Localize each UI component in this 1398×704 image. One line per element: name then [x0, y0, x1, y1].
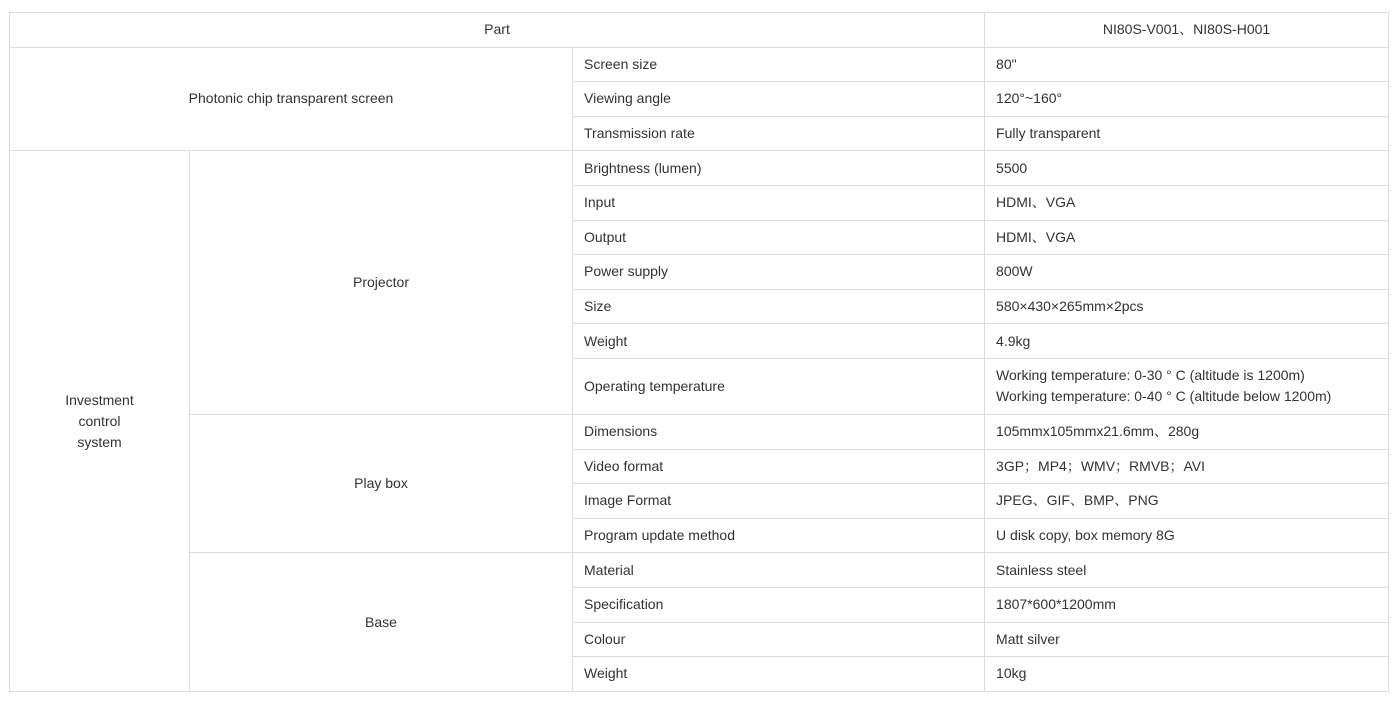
temp-line: Working temperature: 0-40 ° C (altitude below 1200m) [996, 388, 1332, 405]
table-row [10, 553, 1389, 588]
table-row [10, 414, 1389, 449]
param-cell: Power supply [573, 255, 985, 290]
table-row [10, 47, 1389, 82]
param-cell: Input [573, 185, 985, 220]
value-cell: Fully transparent [985, 116, 1389, 151]
value-cell: 80" [985, 47, 1389, 82]
param-cell: Video format [573, 449, 985, 484]
value-cell: 5500 [985, 151, 1389, 186]
spec-table [9, 12, 1389, 692]
param-cell: Transmission rate [573, 116, 985, 151]
param-cell: Specification [573, 587, 985, 622]
system-label-line: control [78, 412, 121, 429]
system-label-line: Investment [65, 391, 134, 408]
value-cell: JPEG、GIF、BMP、PNG [985, 484, 1389, 519]
projector-label: Projector [190, 151, 573, 415]
param-cell: Output [573, 220, 985, 255]
param-cell: Size [573, 289, 985, 324]
param-cell: Program update method [573, 518, 985, 553]
temp-line: Working temperature: 0-30 ° C (altitude is 1200m) [996, 367, 1305, 384]
value-cell: HDMI、VGA [985, 220, 1389, 255]
param-cell: Dimensions [573, 414, 985, 449]
value-cell: U disk copy, box memory 8G [985, 518, 1389, 553]
param-cell: Operating temperature [573, 358, 985, 414]
param-cell: Weight [573, 657, 985, 692]
screen-label: Photonic chip transparent screen [10, 47, 573, 151]
model-header: NI80S-V001、NI80S-H001 [985, 13, 1389, 48]
playbox-label: Play box [190, 414, 573, 552]
value-cell: 3GP；MP4；WMV；RMVB；AVI [985, 449, 1389, 484]
value-cell: 800W [985, 255, 1389, 290]
base-label: Base [190, 553, 573, 691]
value-cell: 105mmx105mmx21.6mm、280g [985, 414, 1389, 449]
part-header: Part [10, 13, 985, 48]
value-cell: 10kg [985, 657, 1389, 692]
system-label-line: system [77, 433, 122, 450]
value-cell: Stainless steel [985, 553, 1389, 588]
value-cell: 580×430×265mm×2pcs [985, 289, 1389, 324]
param-cell: Viewing angle [573, 82, 985, 117]
param-cell: Weight [573, 324, 985, 359]
value-cell: Matt silver [985, 622, 1389, 657]
value-cell [985, 358, 1389, 414]
value-cell: 4.9kg [985, 324, 1389, 359]
param-cell: Image Format [573, 484, 985, 519]
param-cell: Colour [573, 622, 985, 657]
param-cell: Material [573, 553, 985, 588]
value-cell: HDMI、VGA [985, 185, 1389, 220]
system-label [10, 151, 190, 691]
table-row [10, 151, 1389, 186]
header-row [10, 13, 1389, 48]
param-cell: Brightness (lumen) [573, 151, 985, 186]
value-cell: 1807*600*1200mm [985, 587, 1389, 622]
value-cell: 120°~160° [985, 82, 1389, 117]
param-cell: Screen size [573, 47, 985, 82]
